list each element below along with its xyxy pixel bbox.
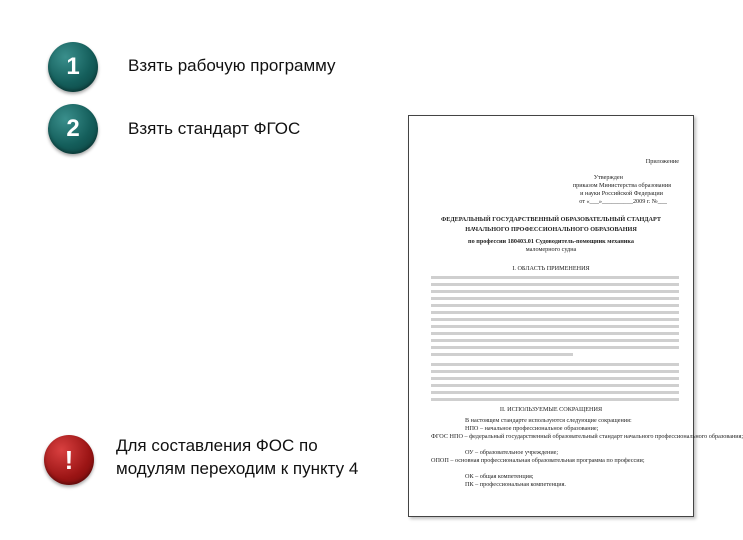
step-number: 1 [66,53,80,80]
step-badge-1 [48,42,98,92]
doc-abbrev-3: ОУ – образовательное учреждение; [465,449,559,456]
text-line [431,297,679,300]
text-line [431,353,573,356]
text-line [431,311,679,314]
doc-abbrev-6: ПК – профессиональная компетенция. [465,481,566,488]
step-text-2: Взять стандарт ФГОС [128,119,301,138]
text-line [431,346,679,349]
doc-approval-2: приказом Министерства образования [572,182,671,189]
doc-abbrev-2: ФГОС НПО – федеральный государственный образовательный стандарт начального профессионального образования; [431,433,743,440]
doc-abbrev-5: ОК – общая компетенция; [465,473,534,480]
note-text: Для составления ФОС по модулям переходим к пункту 4 [116,436,359,478]
doc-approval-1: Утвержден [593,174,623,181]
exclamation-icon: ! [64,444,74,475]
text-line [431,391,679,394]
doc-abbrev-4: ОПОП – основная профессиональная образовательная программа по профессии; [431,457,645,464]
text-line [431,290,679,293]
text-line [431,325,679,328]
step-text-1: Взять рабочую программу [128,56,336,75]
doc-approval-4: от «___»__________2009 г. №___ [579,198,667,205]
doc-title-4: маломерного судна [525,246,577,253]
doc-approval-3: и науки Российской Федерации [580,190,663,197]
text-line [431,318,679,321]
doc-title-1: ФЕДЕРАЛЬНЫЙ ГОСУДАРСТВЕННЫЙ ОБРАЗОВАТЕЛЬНЫЙ СТАНДАРТ [440,216,662,223]
text-line [431,377,679,380]
text-line [431,304,679,307]
text-line [431,276,679,279]
text-line [431,339,679,342]
doc-appendix: Приложение [645,158,679,165]
doc-abbrev-1: НПО – начальное профессиональное образование; [465,425,599,432]
standard-document [408,115,743,517]
alert-badge [44,435,94,485]
doc-title-2: НАЧАЛЬНОГО ПРОФЕССИОНАЛЬНОГО ОБРАЗОВАНИЯ [465,226,637,233]
text-line [431,283,679,286]
step-number: 2 [66,115,80,142]
text-line [431,332,679,335]
step-badge-2 [48,104,98,154]
doc-abbrev-intro: В настоящем стандарте используются следующие сокращения: [465,417,632,424]
doc-section-2: II. ИСПОЛЬЗУЕМЫЕ СОКРАЩЕНИЯ [499,406,603,413]
doc-section-1: I. ОБЛАСТЬ ПРИМЕНЕНИЯ [512,265,590,272]
doc-title-3: по профессии 180403.01 Судоводитель-помощник механика [468,238,634,245]
text-line [431,384,679,387]
text-line [431,398,679,401]
text-line [431,370,679,373]
text-line [431,363,679,366]
